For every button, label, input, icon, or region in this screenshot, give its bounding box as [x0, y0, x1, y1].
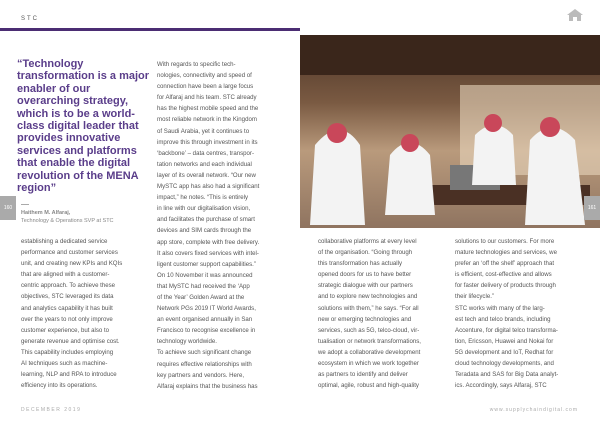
page-number-left: 160 [0, 196, 16, 220]
header-rule [0, 28, 300, 31]
footer-issue-date: DECEMBER 2019 [21, 407, 82, 413]
pull-quote-block [17, 58, 153, 225]
pull-quote: “Technology transformation is a major enabler of our overarching strategy, which is to be a world-class digital leader that provides innovative services and platforms that enable the digital revolution of the MENA region” [17, 58, 150, 195]
body-column-3: collaborative platforms at every level of the organisation. “Going through this transformation has actually opened doors for us to have better strategic dialogue with our partners and to explore new technologies and solutions with them,” he says. “For all new or emerging technologies and services, such as 5G, telco-cloud, vir- tualisation or network transformations, we adopt a collaborative development ecosystem in which we work together as partners to identify and deliver optimal, agile, robust and high-quality [318, 238, 421, 390]
quote-author-role: Technology & Operations SVP at STC [21, 218, 114, 225]
footer-website[interactable]: www.supplychaindigital.com [489, 407, 578, 413]
section-label: STC [21, 16, 39, 22]
quote-author: Haithem M. Alfaraj, [21, 210, 71, 217]
home-icon[interactable] [566, 8, 584, 22]
page-number-right: 161 [584, 196, 600, 220]
quote-divider [21, 204, 29, 205]
body-column-4: solutions to our customers. For more mature technologies and services, we prefer an ‘off the shelf’ approach that is efficient, cost-effective and allows for faster delivery of products through their lifecycle.” STC works with many of the larg- est tech and telco brands, including Accenture, for digital telco transforma- tion, Ericsson, Huawei and Nokai for 5G development and IoT, Redhat for cloud technology developments, and Teradata and SAS for Big Data analyt- ics. Accordingly, says Alfaraj, STC [455, 238, 559, 390]
body-column-2: With regards to specific tech- nologies, connectivity and speed of connection have been a large focus for Alfaraj and his team. STC already has the highest mobile speed and the most reliable network in the Kingdom of Saudi Arabia, yet it continues to improve this through investment in its ‘backbone’ – data centres, transpor- tation networks and each individual layer of its overall network. “Our new MySTC app has also had a significant impact,” he notes. “This is entirely in line with our digitalisation vision, and facilitates the purchase of smart devices and SIM cards through the app store, complete with free delivery. It also covers fixed services with intel- ligent customer support capabilities.” On 10 November it was announced that MySTC had received the ‘App of the Year’ Golden Award at the Network PGs 2019 IT World Awards, an event organised annually in San Francisco to recognise excellence in technology worldwide. To achieve such significant change requires effective relationships with key partners and vendors. Here, Alfaraj explains that the business has [157, 61, 260, 390]
photo-team-meeting [300, 35, 600, 228]
body-column-1: establishing a dedicated service performance and customer services unit, and creating new KPIs and KQIs that are aligned with a customer- centric approach. To achieve these objectives, STC leveraged its data and analytics capability it has built over the years to not only improve customer experience, but also to generate revenue and optimise cost. This capability includes employing AI techniques such as machine- learning, NLP and RPA to introduce efficiency into its operations. [21, 238, 123, 390]
